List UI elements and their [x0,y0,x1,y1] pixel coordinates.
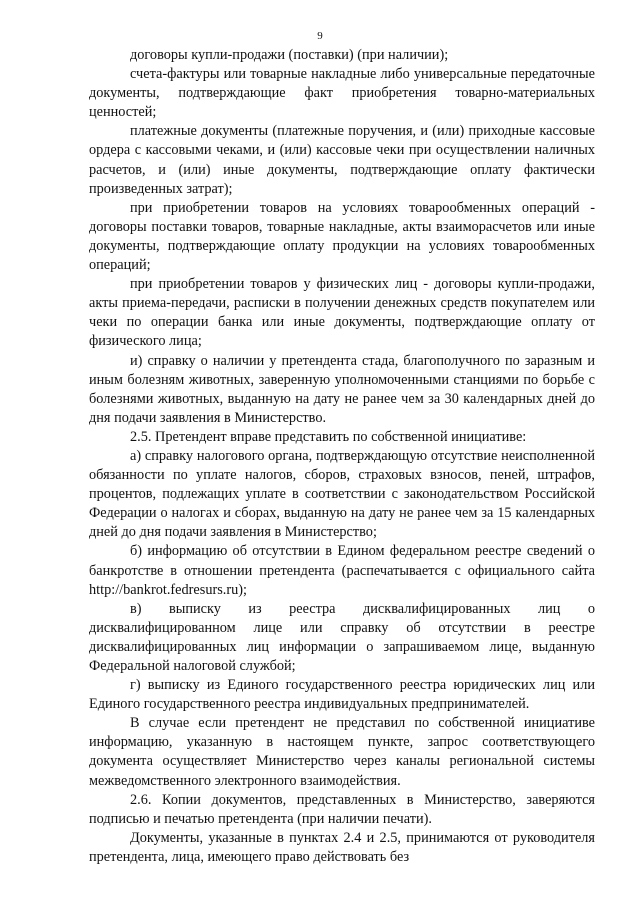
paragraph-sale-contracts: договоры купли-продажи (поставки) (при наличии); [130,47,449,63]
paragraph-item-a-tax-certificate: а) справку налогового органа, подтверждающую отсутствие неисполненной обязанности по уплате налогов, сборов, страховых взносов, пеней, штрафов, процентов, подлежащих уплате в соответствии с законодательством Российской Федерации о налогах и сборах, выданную на дату не ранее чем за 15 календарных дней до дня подачи заявления в Министерство; [89,447,595,541]
paragraph-section-2-5: 2.5. Претендент вправе представить по собственной инициативе: [130,428,527,445]
paragraph-barter-operations: при приобретении товаров на условиях товарообменных операций - договоры поставки товаров, товарные накладные, акты взаиморасчетов или иные документы, подтверждающие оплату продукции на условиях товарообменных операций; [89,199,595,274]
paragraph-item-v-disqualified-registry: в) выписку из реестра дисквалифицированных лиц о дисквалифицированном лице или справку об отсутствии в реестре дисквалифицированных лиц информации о запрашиваемом лице, выданную Федеральной налоговой службой; [89,600,595,674]
paragraph-invoices: счета-фактуры или товарные накладные либо универсальные передаточные документы, подтверждающие факт приобретения товарно-материальных ценностей; [89,66,595,121]
paragraph-payment-documents: платежные документы (платежные поручения, и (или) приходные кассовые ордера с кассовыми чеками, и (или) кассовые чеки при осуществлении наличных расчетов, и (или) иные документы, подтверждающие оплату фактически произведенных затрат); [89,123,595,197]
paragraph-interagency-request: В случае если претендент не представил по собственной инициативе информацию, указанную в настоящем пункте, запрос соответствующего документа осуществляет Министерство через каналы региональной системы межведомственного электронного взаимодействия. [89,715,595,789]
paragraph-documents-acceptance: Документы, указанные в пунктах 2.4 и 2.5, принимаются от руководителя претендента, лица, имеющего право действовать без [89,829,595,865]
paragraph-section-2-6: 2.6. Копии документов, представленных в Министерство, заверяются подписью и печатью претендента (при наличии печати). [89,791,595,827]
paragraph-item-b-bankruptcy-registry: б) информацию об отсутствии в Едином федеральном реестре сведений о банкротстве в отношении претендента (распечатывается с официального сайта http://bankrot.fedresurs.ru); [89,543,595,598]
document-body [89,46,595,867]
paragraph-item-i-herd-certificate: и) справку о наличии у претендента стада, благополучного по заразным и иным болезням животных, заверенную уполномоченными станциями по борьбе с болезнями животных, выданную на дату не ранее чем за 30 календарных дней до дня подачи заявления в Министерство. [89,352,595,426]
paragraph-individuals-purchase: при приобретении товаров у физических лиц - договоры купли-продажи, акты приема-передачи, расписки в получении денежных средств покупателем или чеки по операции банка или иные документы, подтверждающие оплату от физического лица; [89,276,595,350]
page-number: 9 [317,30,323,42]
paragraph-item-g-state-registry: г) выписку из Единого государственного реестра юридических лиц или Единого государственного реестра индивидуальных предпринимателей. [89,677,595,713]
